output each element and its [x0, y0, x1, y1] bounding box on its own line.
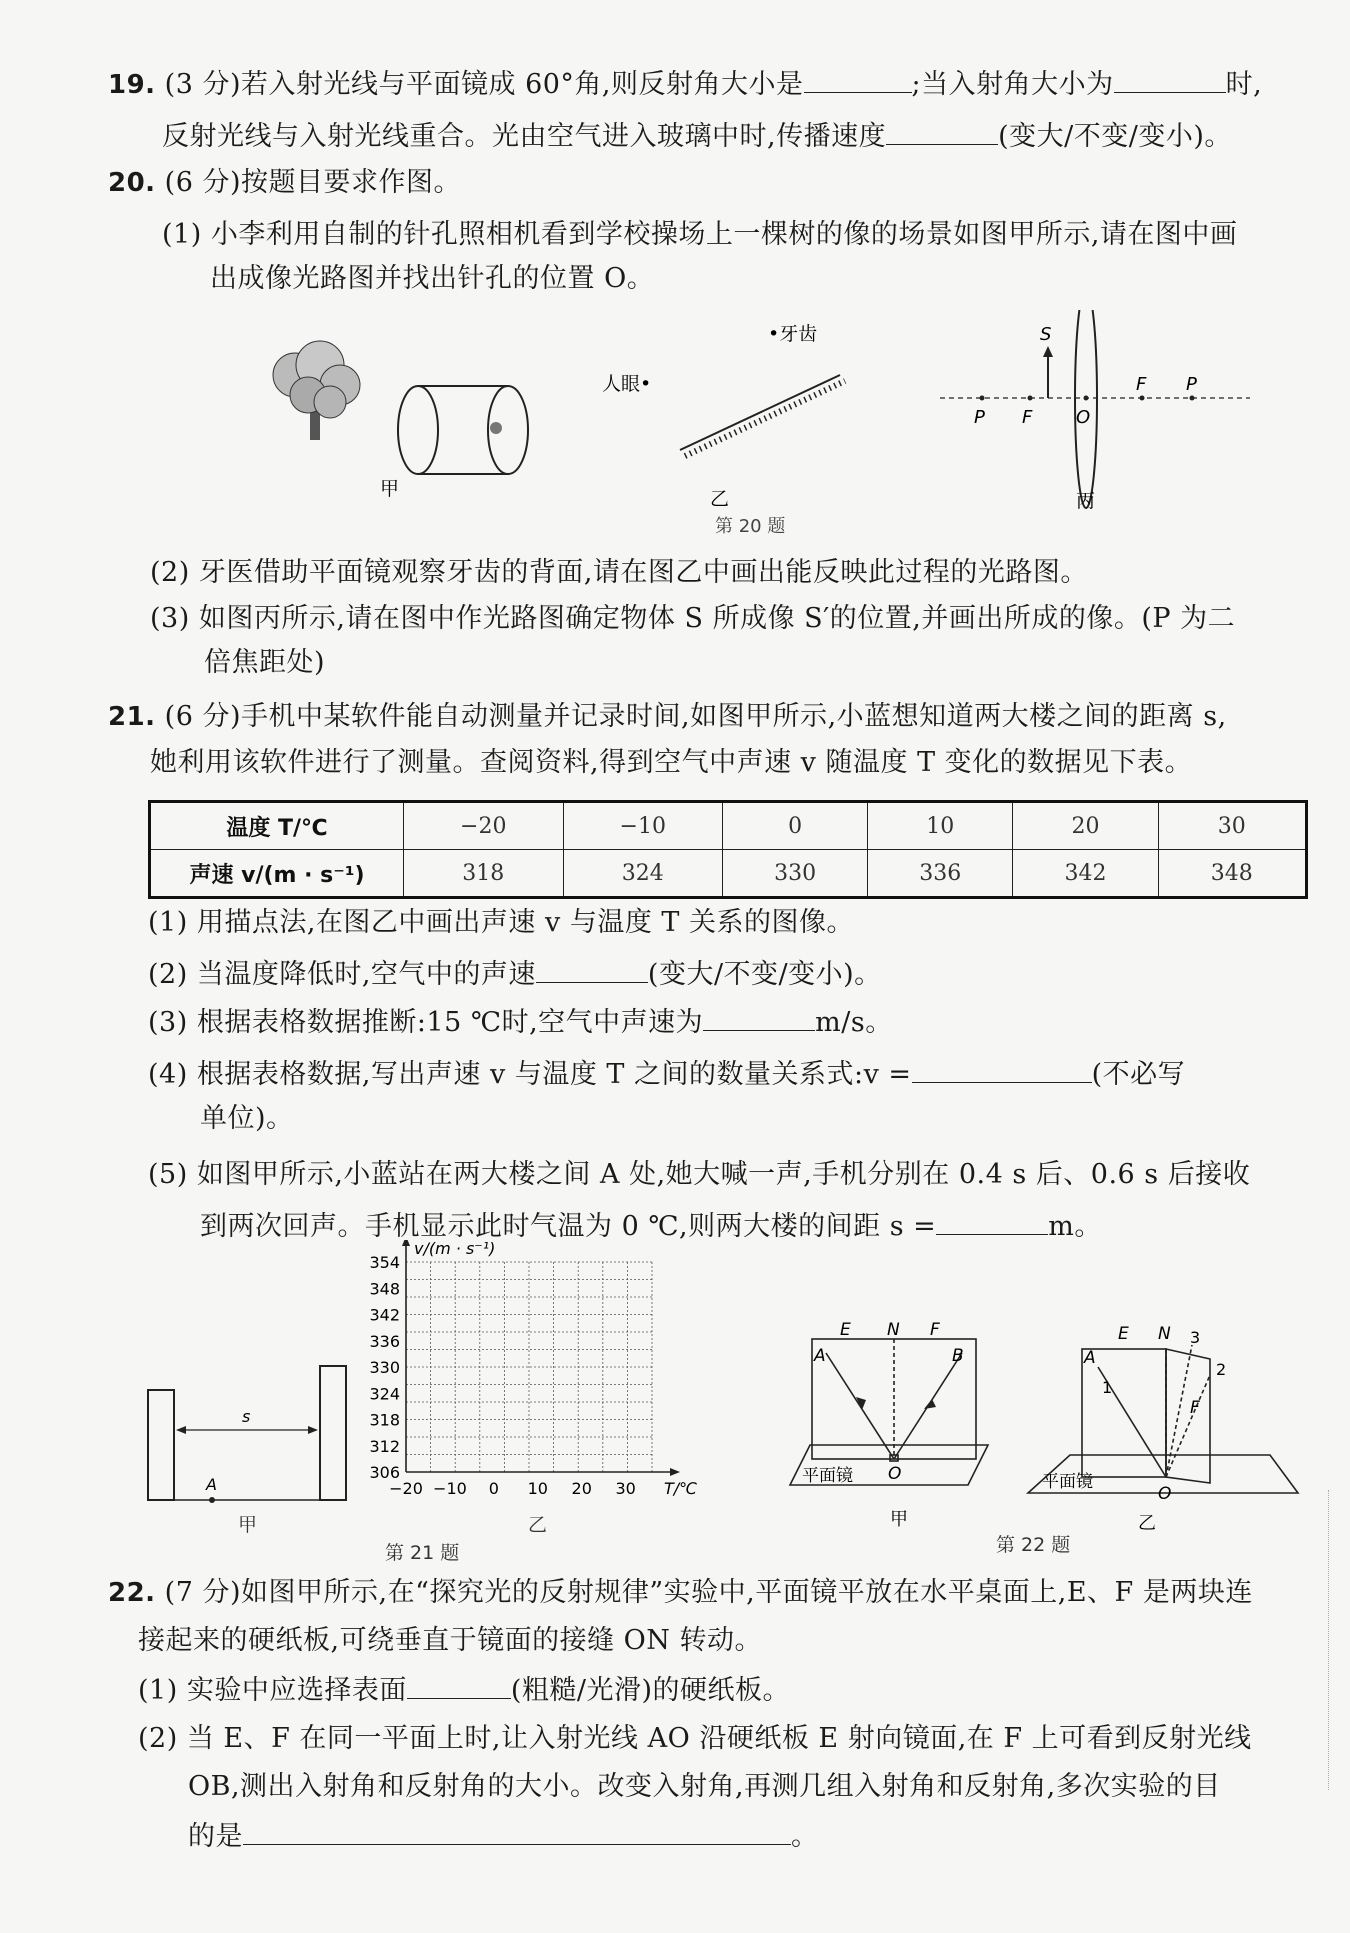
q22-p1-text: (1) 实验中应选择表面	[138, 1675, 407, 1706]
q21-p5-text: 到两次回声。手机显示此时气温为 0 ℃,则两大楼的间距 s =	[200, 1211, 937, 1242]
fig22b-num3: 3	[1190, 1328, 1201, 1347]
y-tick-label: 312	[369, 1436, 400, 1456]
table-cell: 10	[868, 802, 1013, 850]
q21-p4	[148, 1056, 1185, 1092]
figure-21-grid	[348, 1240, 708, 1530]
figure-22	[770, 1315, 1300, 1535]
q22-p1	[138, 1672, 790, 1708]
mirror-icon	[680, 375, 845, 456]
fig22a-A: A	[814, 1346, 826, 1366]
convex-lens-icon	[940, 310, 1250, 508]
figure-20	[250, 310, 1270, 550]
q19-text-1c: 时,	[1225, 69, 1263, 100]
fig22a-mirror: 平面镜	[802, 1466, 853, 1486]
sound-speed-table	[148, 800, 1308, 899]
q20-number: 20.	[108, 168, 156, 198]
x-tick-label: 0	[488, 1479, 499, 1498]
q22-intro2: 接起来的硬纸板,可绕垂直于镜面的接缝 ON 转动。	[138, 1625, 763, 1656]
x-axis-arrow	[670, 1468, 680, 1476]
q22-p2b: OB,测出入射角和反射角的大小。改变入射角,再测几组入射角和反射角,多次实验的目	[188, 1771, 1221, 1802]
x-axis-label: T/℃	[664, 1479, 698, 1498]
q21-blank-formula[interactable]	[912, 1056, 1092, 1083]
table-cell: 30	[1158, 802, 1306, 850]
y-tick-label: 336	[369, 1331, 400, 1351]
fig22b-O: O	[1158, 1484, 1172, 1504]
table-cell: 318	[404, 850, 564, 898]
fig20-caption: 第 20 题	[715, 516, 786, 537]
y-tick-label: 306	[369, 1463, 400, 1482]
fig22a-B: B	[952, 1346, 964, 1366]
q22-p2c	[188, 1818, 819, 1854]
table-cell: 324	[563, 850, 723, 898]
y-tick-label: 324	[369, 1384, 400, 1404]
fig20-O-label: O	[1076, 407, 1091, 428]
q21-p2-text: (2) 当温度降低时,空气中的声速	[148, 959, 536, 990]
q21-p2	[148, 956, 882, 992]
fig22b-F: F	[1190, 1398, 1200, 1418]
building-left	[148, 1390, 174, 1500]
q21-p4-note: (不必写	[1091, 1059, 1186, 1090]
fig21-jia-label: 甲	[238, 1514, 258, 1536]
fig20-teeth-label: •牙齿	[768, 323, 818, 345]
q21-p5-unit: m。	[1048, 1211, 1102, 1242]
fig22b-num1: 1	[1102, 1378, 1113, 1397]
fig22-caption: 第 22 题	[996, 1534, 1071, 1556]
q21-number: 21.	[108, 702, 156, 732]
fig20-label-yi: 乙	[710, 488, 730, 510]
tree-icon	[273, 341, 360, 440]
fig20-eye-label: 人眼•	[602, 373, 652, 395]
table-cell: 336	[868, 850, 1013, 898]
fig21-s-label: s	[242, 1407, 251, 1426]
fig22b-N: N	[1158, 1324, 1171, 1344]
q20-intro	[108, 166, 461, 200]
q21-p2-options: (变大/不变/变小)。	[647, 959, 882, 990]
table-cell: 0	[723, 802, 868, 850]
q19-blank-incidence-angle[interactable]	[1114, 66, 1226, 93]
fig22a-F: F	[930, 1320, 940, 1340]
q19-text-1b: ;当入射角大小为	[911, 69, 1114, 100]
fig22a-N: N	[887, 1320, 900, 1340]
fig22a-O: O	[888, 1464, 902, 1484]
fig20-P-right: P	[1186, 374, 1197, 395]
fig20-label-bing: 丙	[1076, 490, 1096, 512]
table-header-speed: 声速 v/(m · s⁻¹)	[150, 850, 404, 898]
q21-intro2: 她利用该软件进行了测量。查阅资料,得到空气中声速 v 随温度 T 变化的数据见下表。	[150, 747, 1193, 778]
q21-p4c: 单位)。	[200, 1103, 294, 1134]
fig22-yi-setup	[1028, 1345, 1298, 1493]
q21-blank-distance[interactable]	[936, 1208, 1048, 1235]
q21-p3-text: (3) 根据表格数据推断:15 ℃时,空气中声速为	[148, 1007, 704, 1038]
table-row-speed	[150, 850, 1307, 898]
table-cell: 330	[723, 850, 868, 898]
q20-p1a: (1) 小李利用自制的针孔照相机看到学校操场上一棵树的像的场景如图甲所示,请在图中画	[162, 219, 1238, 250]
q19-text-2b: (变大/不变/变小)。	[998, 121, 1232, 152]
fig20-F-left: F	[1022, 407, 1033, 428]
q19-line1	[108, 66, 1262, 102]
fig21-caption: 第 21 题	[385, 1542, 460, 1564]
fig22b-num2: 2	[1216, 1360, 1227, 1379]
x-tick-label: −10	[433, 1479, 467, 1498]
q22-blank-surface[interactable]	[407, 1672, 511, 1699]
fig20-S-label: S	[1040, 324, 1052, 345]
table-cell: 20	[1013, 802, 1158, 850]
x-tick-label: 30	[615, 1479, 636, 1498]
y-axis-label: v/(m · s⁻¹)	[414, 1240, 496, 1258]
q21-intro1	[108, 700, 1227, 734]
q20-p1b: 出成像光路图并找出针孔的位置 O。	[210, 263, 655, 294]
q22-p2c-text: 的是	[188, 1821, 243, 1852]
x-tick-label: −20	[389, 1479, 423, 1498]
fig22b-mirror: 平面镜	[1042, 1472, 1093, 1492]
q22-number: 22.	[108, 1578, 156, 1608]
table-cell: −10	[563, 802, 723, 850]
q19-text-1a: (3 分)若入射光线与平面镜成 60°角,则反射角大小是	[164, 69, 804, 100]
q19-text-2a: 反射光线与入射光线重合。光由空气进入玻璃中时,传播速度	[162, 121, 887, 152]
fig22a-E: E	[840, 1320, 851, 1340]
table-header-temperature: 温度 T/℃	[150, 802, 404, 850]
q21-intro1-text: (6 分)手机中某软件能自动测量并记录时间,如图甲所示,小蓝想知道两大楼之间的距离 s,	[164, 701, 1227, 732]
fig22-jia-label: 甲	[890, 1509, 908, 1530]
figure-21-buildings	[140, 1350, 360, 1525]
y-tick-label: 318	[369, 1410, 400, 1430]
q22-blank-purpose[interactable]	[243, 1818, 791, 1845]
q21-p3-unit: m/s。	[815, 1007, 893, 1038]
x-tick-label: 10	[527, 1479, 548, 1498]
y-tick-label: 354	[369, 1253, 400, 1272]
q21-blank-speed-change[interactable]	[536, 956, 648, 983]
q20-p2: (2) 牙医借助平面镜观察牙齿的背面,请在图乙中画出能反映此过程的光路图。	[150, 557, 1088, 588]
fig21-A-label: A	[206, 1475, 217, 1494]
q21-blank-speed-15c[interactable]	[703, 1004, 815, 1031]
y-tick-label: 342	[369, 1305, 400, 1325]
q21-p4-text: (4) 根据表格数据,写出声速 v 与温度 T 之间的数量关系式:v =	[148, 1059, 912, 1090]
q20-p3a: (3) 如图丙所示,请在图中作光路图确定物体 S 所成像 S′的位置,并画出所成的像。(P 为二	[150, 603, 1236, 634]
q21-p1: (1) 用描点法,在图乙中画出声速 v 与温度 T 关系的图像。	[148, 907, 855, 938]
y-axis-arrow	[402, 1240, 410, 1246]
table-cell: 348	[1158, 850, 1306, 898]
building-right	[320, 1366, 346, 1500]
q22-intro1	[108, 1576, 1253, 1610]
q22-p2a: (2) 当 E、F 在同一平面上时,让入射光线 AO 沿硬纸板 E 射向镜面,在 F 上可看到反射光线	[138, 1723, 1252, 1754]
fig22b-A: A	[1084, 1348, 1096, 1368]
margin-dotted-line	[1328, 1490, 1329, 1790]
y-tick-label: 348	[369, 1279, 400, 1299]
q21-p5a: (5) 如图甲所示,小蓝站在两大楼之间 A 处,她大喊一声,手机分别在 0.4 s 后、0.6 s 后接收	[148, 1159, 1251, 1190]
q20-p3b: 倍焦距处)	[204, 647, 326, 678]
q19-number: 19.	[108, 70, 156, 100]
fig20-P-left: P	[974, 407, 985, 428]
q22-intro1-text: (7 分)如图甲所示,在“探究光的反射规律”实验中,平面镜平放在水平桌面上,E、F 是两块连	[164, 1577, 1253, 1608]
q20-intro-text: (6 分)按题目要求作图。	[164, 167, 461, 198]
table-row-temperature	[150, 802, 1307, 850]
x-tick-label: 20	[571, 1479, 592, 1498]
fig22-yi-label: 乙	[1138, 1513, 1156, 1534]
q22-p2-end: 。	[791, 1821, 819, 1852]
q21-p5	[200, 1208, 1102, 1244]
fig22b-E: E	[1118, 1324, 1129, 1344]
fig20-F-right: F	[1136, 374, 1147, 395]
q19-line2	[162, 118, 1232, 154]
q19-blank-reflection-angle[interactable]	[804, 66, 912, 93]
q22-p1-options: (粗糙/光滑)的硬纸板。	[510, 1675, 790, 1706]
pinhole-camera-icon	[398, 386, 528, 474]
fig20-label-jia: 甲	[380, 478, 400, 500]
y-tick-label: 330	[369, 1358, 400, 1377]
q19-blank-speed[interactable]	[886, 118, 998, 145]
table-cell: −20	[404, 802, 564, 850]
fig21-yi-label: 乙	[528, 1514, 548, 1536]
table-cell: 342	[1013, 850, 1158, 898]
q21-p3	[148, 1004, 893, 1040]
